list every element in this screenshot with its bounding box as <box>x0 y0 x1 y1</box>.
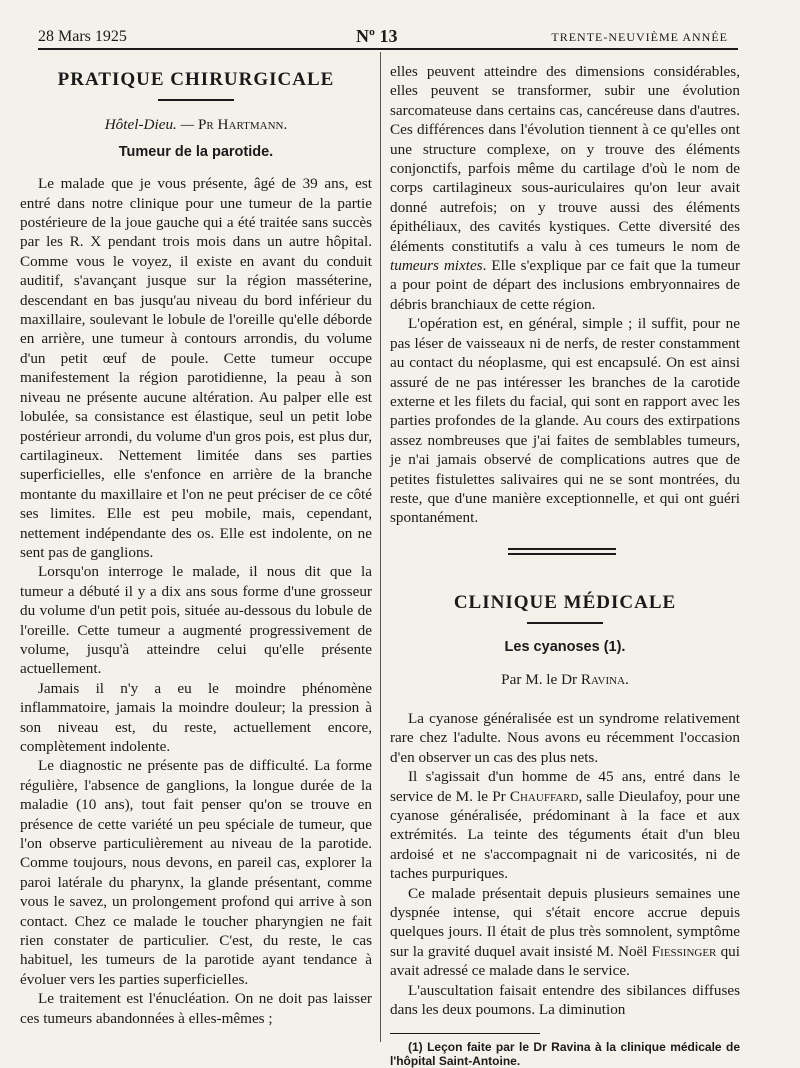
paragraph: Le malade que je vous présente, âgé de 39 ans, est entré dans notre clinique pour une tumeur de la partie postérieure de la joue gauche qui a été traitée sans succès par les R. X pendant trois mois dans un autre hôpital. Comme vous le voyez, il existe en avant du conduit auditif, s'avançant jusque sur la région masséterine, descendant en bas jusqu'au niveau du bord inférieur du maxillaire, soulevant le lobule de l'oreille qu'elle déborde en arrière, une tumeur à contours arrondis, du volume d'un petit œuf de poule. Cette tumeur occupe manifestement la région parotidienne, la peau à son niveau ne présente aucune altération. Au palper elle est lobulée, sa consistance est élastique, seul un petit lobe postérieur arrondi, du volume d'un gros pois, est plus dur, cartilagineux. Nettement limitée dans ses parties superficielles, elle s'enfonce en arrière de la branche montante du maxillaire et l'on ne peut préciser de ce côté ses limites. Elle est peu mobile, mais, cependant, nettement indépendante des os. Elle est indolente, on ne sent pas de ganglions. <box>20 175 372 561</box>
paragraph: Le traitement est l'énucléation. On ne doit pas laisser ces tumeurs abandonnées à elles-mêmes ; <box>20 990 372 1027</box>
byline-place: Hôtel-Dieu. <box>104 116 177 134</box>
author-name: Ravina. <box>580 670 629 688</box>
section-title-medical: CLINIQUE MÉDICALE <box>453 591 677 613</box>
continued-text-b: . Elle s'explique par ce fait que la tumeur a pour point de départ des inclusions embryonnaires de débris branchiaux de cette région. <box>390 257 740 313</box>
paragraph-text: Il s'agissait d'un homme de 45 ans, entré dans le service de M. le Pr <box>390 768 740 805</box>
paragraph <box>390 767 740 883</box>
paragraph: La cyanose généralisée est un syndrome relativement rare chez l'adulte. Nous avons eu récemment l'occasion d'en observer un cas des plus nets. <box>390 709 740 766</box>
article-subhead <box>390 638 740 657</box>
continued-italic: tumeurs mixtes <box>390 257 483 275</box>
article-subhead: Tumeur de la parotide. <box>118 143 274 160</box>
paragraph-text: salle Dieulafoy, pour une cyanose généralisée, prédominant à la face et aux extrémités. La teinte des téguments était d'un bleu ardoisé et ne s'accompagnait ni de varicosités, ni de taches purpuriques. <box>390 787 740 883</box>
person-name: Chauffard, <box>509 787 583 805</box>
continued-text-a: elles peuvent atteindre des dimensions considérables, elles peuvent se transformer, subir une évolution sarcomateuse dans certains cas, cancéreuse dans d'autres. Ces différences dans l'évolution tiennent à ce qu'elles ont une structure complexe, on y trouve des éléments conjonctifs, parfois même du cartilage d'où le nom de corps cartilagineux sous-auriculaires qu'on leur avait donné autrefois; on y trouve aussi des éléments épithéliaux, des cavités kystiques. Cette diversité des éléments constitutifs a valu à ces tumeurs le nom de <box>390 63 740 255</box>
byline-title: Pr <box>197 116 214 134</box>
left-column <box>20 62 372 1028</box>
author-title: Dr <box>561 670 578 688</box>
page-header <box>38 22 728 48</box>
paragraph: Le diagnostic ne présente pas de difficulté. La forme régulière, l'absence de ganglions, la longue durée de la maladie (10 ans), tout fait penser qu'on se trouve en présence de cette variété un peu spéciale de tumeur, que l'on observe particulièrement au niveau de la parotide. Comme toujours, nous devons, en pareil cas, explorer la paroi latérale du pharynx, la glande présentant, comme vous le savez, un prolongement profond qui arrive à son contact. Chez ce malade le toucher pharyngien ne fait rien constater de particulier. C'est, du reste, le cas habituel, les tumeurs de la parotide ayant tendance à évoluer vers les parties superficielles. <box>20 757 372 988</box>
column-divider <box>380 52 381 1042</box>
issue-number: Nº 13 <box>356 26 398 46</box>
publication-year: TRENTE-NEUVIÈME ANNÉE <box>551 30 728 44</box>
section-separator <box>508 548 616 555</box>
paragraph: L'opération est, en général, simple ; il suffit, pour ne pas léser de vaisseaux ni de nerfs, de rester constamment au contact du néoplasme, qui est encapsulé. On est ainsi assuré de ne pas intéresser les branches de la carotide externe et les filets du facial, qui sont en rapport avec les parties profondes de la glande. Au cours des extirpations assez nombreuses que j'ai faites de semblables tumeurs, je n'ai jamais observé de complications autres que de petites fistulettes salivaires qui ne se sont montrées, du reste, que d'une manière exceptionnelle, et qui ont guéri spontanément. <box>390 315 740 527</box>
paragraph: Lorsqu'on interroge le malade, il nous dit que la tumeur a débuté il y a dix ans sous forme d'une grosseur du volume d'un petit pois, située au-dessous du lobule de l'oreille. Cette tumeur a augmenté progressivement de volume, jusqu'à atteindre celui qu'elle présente actuellement. <box>20 563 372 678</box>
person-name: Fiessinger <box>651 942 717 960</box>
footnote-rule <box>390 1033 540 1034</box>
footnote: (1) Leçon faite par le Dr Ravina à la clinique médicale de l'hôpital Saint-Antoine. <box>390 1040 740 1068</box>
byline-surgical <box>20 115 372 134</box>
header-rule <box>38 48 738 50</box>
author-prefix: Par M. le <box>501 670 558 688</box>
paragraph: Jamais il n'y a eu le moindre phénomène inflammatoire, jamais la moindre douleur; la pression à son niveau est, du reste, actuellement encore, complètement indolente. <box>20 679 372 755</box>
article-author <box>390 670 740 689</box>
title-rule <box>527 622 603 624</box>
byline-separator: — <box>176 116 198 134</box>
paragraph: L'auscultation faisait entendre des sibilances diffuses dans les deux poumons. La diminution <box>390 981 740 1019</box>
right-column <box>390 62 740 1068</box>
footnote-ref: (1). <box>599 639 626 656</box>
paragraph-text: Ce malade présentait depuis plusieurs semaines une dyspnée intense, qui s'était encore accrue depuis quelques jours. Il était de plus très somnolent, symptôme sur la gravité duquel avait insisté M. Noël <box>390 884 740 960</box>
subhead-text: Les cyanoses <box>504 639 600 656</box>
paragraph <box>390 884 740 981</box>
paragraph-text: qui avait adressé ce malade dans le service. <box>390 942 740 980</box>
section-title-surgical: PRATIQUE CHIRURGICALE <box>57 69 335 90</box>
continued-paragraph <box>390 62 740 314</box>
title-rule <box>158 99 234 101</box>
byline-name: Hartmann. <box>217 116 288 134</box>
issue-date: 28 Mars 1925 <box>38 28 127 45</box>
